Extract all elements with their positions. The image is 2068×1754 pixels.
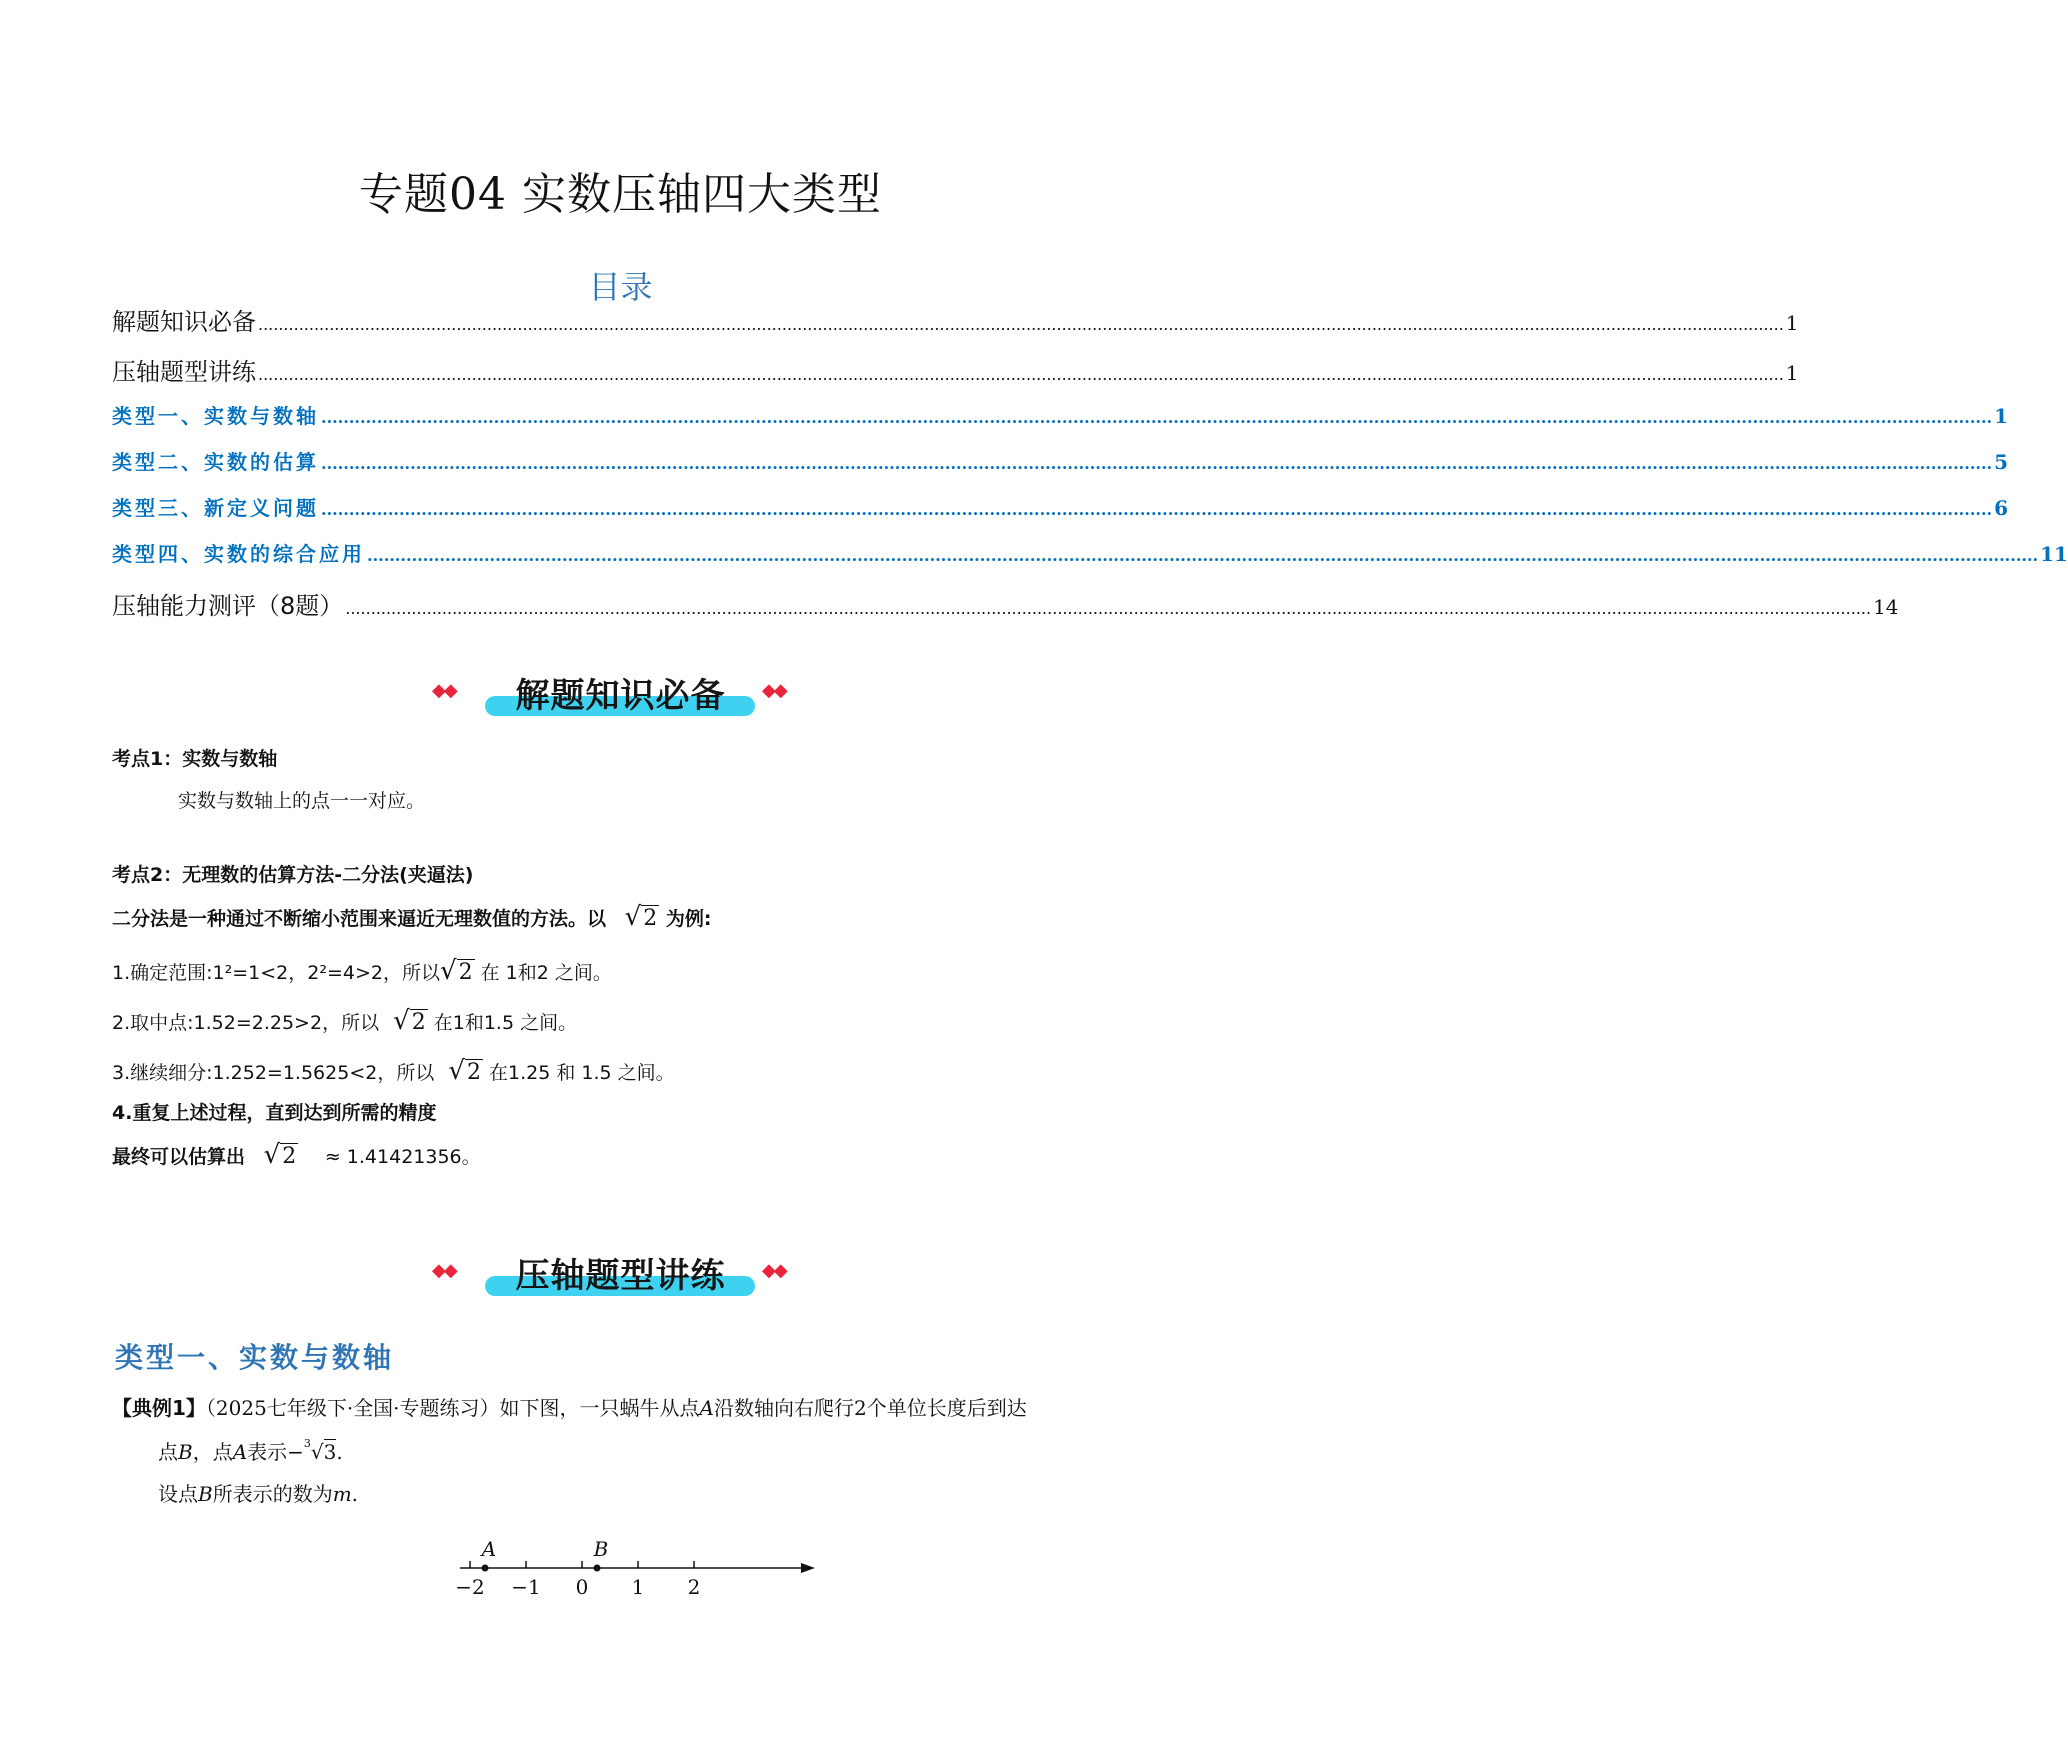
toc-item-page: 1 <box>1994 404 2009 428</box>
step-3: 3.继续细分:1.252=1.5625<2，所以 √2 在1.25 和 1.5 之间。 <box>112 1056 675 1086</box>
toc-item-label: 压轴题型讲练 <box>112 358 256 386</box>
number-line-figure <box>440 1520 840 1600</box>
toc-title: 目录 <box>588 268 653 306</box>
step-2: 2.取中点:1.52=2.25>2，所以 √2 在1和1.5 之间。 <box>112 1006 578 1036</box>
toc-item[interactable] <box>112 352 1799 387</box>
toc-item-page: 1 <box>1785 311 1799 335</box>
sqrt-symbol: √2 <box>448 1056 481 1086</box>
number-line-tick-label: 1 <box>631 1575 645 1599</box>
keypoint-1-body: 实数与数轴上的点一一对应。 <box>178 790 426 812</box>
number-line-tick-label: 0 <box>575 1575 589 1599</box>
final-estimate: 最终可以估算出 √2 ≈ 1.41421356。 <box>112 1140 481 1170</box>
keypoint-1-title: 考点1：实数与数轴 <box>112 748 278 770</box>
toc-item-page: 6 <box>1994 496 2009 520</box>
toc-item-label: 类型三、新定义问题 <box>112 496 319 520</box>
toc-leader-dots: ............................................................................................................................................................................................................................................................................................................ <box>321 454 1993 473</box>
toc-item-page: 14 <box>1873 595 1899 619</box>
diamond-decor-icon: ◆◆ <box>762 680 786 701</box>
toc-item-page: 1 <box>1785 361 1799 385</box>
toc-leader-dots: ............................................................................................................................................................................................................................................................................................................ <box>321 408 1993 427</box>
banner-title: 解题知识必备 <box>515 676 726 716</box>
sqrt-symbol: √2 <box>439 956 473 986</box>
toc-leader-dots: ............................................................................................................................................................................................................................................................................................................ <box>345 599 1872 618</box>
example-1-line-2: 点B，点A表示−$^3$√3. <box>158 1437 343 1464</box>
keypoint-2-title: 考点2：无理数的估算方法-二分法(夹逼法) <box>112 864 474 886</box>
toc-leader-dots: ............................................................................................................................................................................................................................................................................................................ <box>321 500 1993 519</box>
point-a-dot <box>482 1565 489 1572</box>
point-b-label: B <box>593 1537 609 1561</box>
toc-item[interactable] <box>112 538 2068 567</box>
point-b-dot <box>594 1565 601 1572</box>
toc-leader-dots: ............................................................................................................................................................................................................................................................................................................ <box>258 315 1784 334</box>
number-line-tick-label: −2 <box>455 1575 485 1599</box>
diamond-decor-icon: ◆◆ <box>432 680 456 701</box>
section-banner-practice <box>0 1240 1241 1300</box>
section-banner-knowledge <box>0 660 1241 720</box>
sqrt-symbol: √2 <box>624 902 658 932</box>
diamond-decor-icon: ◆◆ <box>762 1260 786 1281</box>
toc-item-label: 类型二、实数的估算 <box>112 450 319 474</box>
toc-item[interactable] <box>112 400 2009 429</box>
toc-item-label: 类型一、实数与数轴 <box>112 404 319 428</box>
example-1-line-1: 【典例1】（2025七年级下·全国·专题练习）如下图，一只蜗牛从点A沿数轴向右爬行2个单位长度后到达 <box>112 1396 1027 1420</box>
step-1: 1.确定范围:1²=1<2，2²=4>2，所以√2 在 1和2 之间。 <box>112 956 612 986</box>
sqrt-symbol: √2 <box>263 1140 297 1170</box>
document-title: 专题04 实数压轴四大类型 <box>359 169 882 220</box>
diamond-decor-icon: ◆◆ <box>432 1260 456 1281</box>
intro-text: 二分法是一种通过不断缩小范围来逼近无理数值的方法。以 <box>112 908 607 930</box>
toc-item-label: 压轴能力测评（8题） <box>112 592 344 620</box>
type-1-heading: 类型一、实数与数轴 <box>115 1341 395 1374</box>
cube-root-symbol: $^3$√3 <box>303 1437 337 1464</box>
toc-leader-dots: ............................................................................................................................................................................................................................................................................................................ <box>258 365 1784 384</box>
toc-item-page: 11 <box>2040 542 2068 566</box>
toc-item[interactable] <box>112 586 1899 621</box>
toc-item[interactable] <box>112 302 1799 337</box>
bisection-intro <box>112 902 711 932</box>
toc-item[interactable] <box>112 446 2009 475</box>
intro-text-end: 为例: <box>665 908 712 930</box>
step-4: 4.重复上述过程，直到达到所需的精度 <box>112 1102 437 1124</box>
toc-item-page: 5 <box>1994 450 2009 474</box>
banner-title: 压轴题型讲练 <box>515 1256 726 1296</box>
number-line-tick-label: −1 <box>511 1575 541 1599</box>
number-line-arrow-icon <box>801 1563 815 1573</box>
toc-leader-dots: ............................................................................................................................................................................................................................................................................................................ <box>367 546 2039 565</box>
example-1-line-3: 设点B所表示的数为m. <box>158 1482 359 1506</box>
toc-item-label: 解题知识必备 <box>112 308 256 336</box>
point-a-label: A <box>481 1537 497 1561</box>
sqrt-symbol: √2 <box>393 1006 426 1036</box>
toc-item-label: 类型四、实数的综合应用 <box>112 542 365 566</box>
number-line-tick-label: 2 <box>687 1575 701 1599</box>
toc-item[interactable] <box>112 492 2009 521</box>
